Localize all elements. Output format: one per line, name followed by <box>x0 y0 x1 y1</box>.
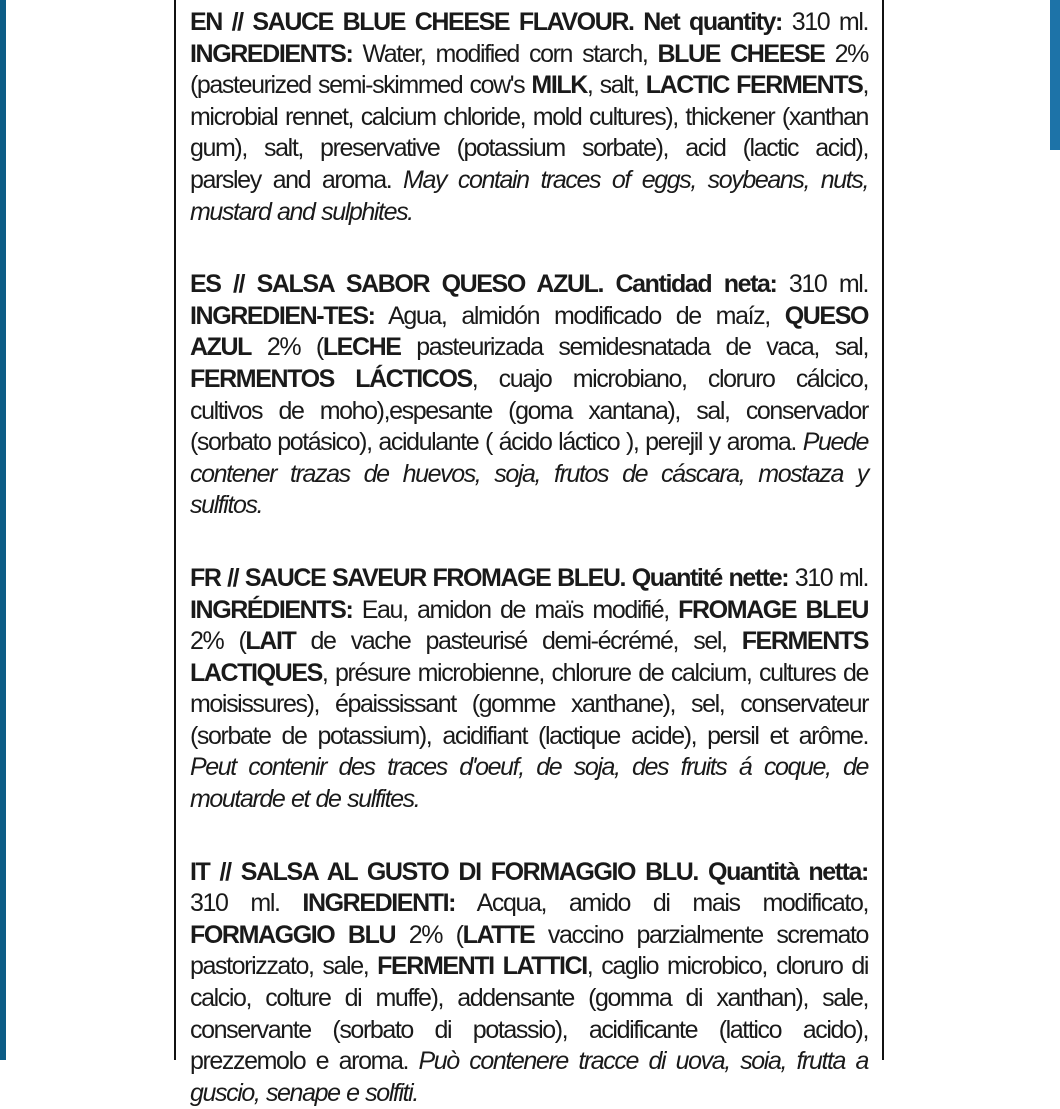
section-es <box>190 269 868 522</box>
allergen: FERMENTS LACTIQUES <box>190 627 868 687</box>
section-title: IT // SALSA AL GUSTO DI FORMAGGIO BLU. <box>190 857 698 886</box>
ingredients-text: 2% ( <box>190 627 246 656</box>
section-title: EN // SAUCE BLUE CHEESE FLAVOUR. <box>190 8 634 36</box>
ingredients-text: Eau, amidon de maïs modifié, <box>361 595 669 624</box>
ingredients-label: INGRÉDIENTS: <box>190 595 353 624</box>
allergen: QUESO AZUL <box>190 301 869 362</box>
right-edge-strip <box>1040 150 1060 1060</box>
ingredients-label: INGREDIENTS: <box>190 39 353 68</box>
traces-warning: May contain traces of eggs, soybeans, nuts, mustard and sulphites. <box>190 165 868 226</box>
allergen: LAIT <box>245 627 296 656</box>
section-en <box>190 7 868 228</box>
ingredients-text: , salt, <box>586 71 639 100</box>
quantity-label: Quantità netta: <box>708 857 868 886</box>
allergen: LECHE <box>322 333 401 362</box>
ingredients-text: Water, modified corn starch, <box>362 39 648 68</box>
left-edge-strip <box>0 0 6 1060</box>
section-it <box>190 857 868 1109</box>
allergen: MILK <box>531 71 587 100</box>
quantity-value: 310 ml. <box>794 563 868 592</box>
ingredients-text: , présure microbienne, chlorure de calcium, cultures de moisissures), épaississant (gomme xanthane), sel, conservateur (sorbate de potassium), acidifiant (lactique acide), persil et arôme. <box>190 658 868 750</box>
quantity-label: Cantidad neta: <box>615 270 777 299</box>
ingredients-text: pasteurizada semidesnatada de vaca, sal, <box>416 333 869 362</box>
quantity-value: 310 ml. <box>190 889 280 918</box>
section-title: FR // SAUCE SAVEUR FROMAGE BLEU. <box>190 563 626 592</box>
ingredients-label: INGREDIENTI: <box>302 889 456 918</box>
ingredients-text: , caglio microbico, cloruro di calcio, colture di muffe), addensante (gomma di xanthan), sale, conservante (sorbato di potassio), acidificante (lattico acido), prezzemolo e aroma. <box>190 952 869 1076</box>
ingredients-text: Acqua, amido di mais modificato, <box>476 889 868 918</box>
traces-warning: Puede contener trazas de huevos, soja, frutos de cáscara, mostaza y sulfitos. <box>190 428 869 520</box>
ingredients-text: 2% ( <box>266 333 323 362</box>
section-title: ES // SALSA SABOR QUESO AZUL. <box>190 270 604 299</box>
section-fr <box>190 563 868 816</box>
quantity-value: 310 ml. <box>791 8 869 36</box>
ingredients-label-panel <box>174 0 884 1107</box>
ingredients-text: 2% ( <box>408 920 463 949</box>
ingredients-text: vaccino parzialmente scremato pastorizzato, sale, <box>190 920 869 981</box>
allergen: FROMAGE BLEU <box>678 595 868 624</box>
allergen: LACTIC FERMENTS <box>645 71 863 100</box>
ingredients-text: , microbial rennet, calcium chloride, mold cultures), thickener (xanthan gum), salt, preservative (potassium sorbate), acid (lactic acid), parsley and aroma. <box>190 71 869 194</box>
allergen: LATTE <box>462 920 535 949</box>
ingredients-text: 2% (pasteurized semi-skimmed cow's <box>190 39 869 100</box>
quantity-label: Net quantity: <box>643 8 782 36</box>
ingredients-text: , cuajo microbiano, cloruro cálcico, cultivos de moho),espesante (goma xantana), sal, conservador (sorbato potásico), acidulante ( ácido láctico ), perejil y aroma. <box>190 364 868 457</box>
allergen: FORMAGGIO BLU <box>190 920 396 949</box>
allergen: BLUE CHEESE <box>657 39 825 68</box>
quantity-value: 310 ml. <box>788 270 869 299</box>
ingredients-text: de vache pasteurisé demi-écrémé, sel, <box>310 627 727 656</box>
ingredients-text: Agua, almidón modificado de maíz, <box>388 301 770 330</box>
allergen: FERMENTOS LÁCTICOS <box>190 364 472 393</box>
right-edge-accent <box>1050 0 1060 150</box>
allergen: FERMENTI LATTICI <box>377 952 587 981</box>
traces-warning: Peut contenir des traces d'oeuf, de soja, des fruits á coque, de moutarde et de sulfites. <box>190 753 868 814</box>
traces-warning: Può contenere tracce di uova, soia, frutta a guscio, senape e solfiti. <box>190 1047 869 1107</box>
quantity-label: Quantité nette: <box>631 563 789 592</box>
ingredients-label: INGREDIEN-TES: <box>190 301 375 330</box>
